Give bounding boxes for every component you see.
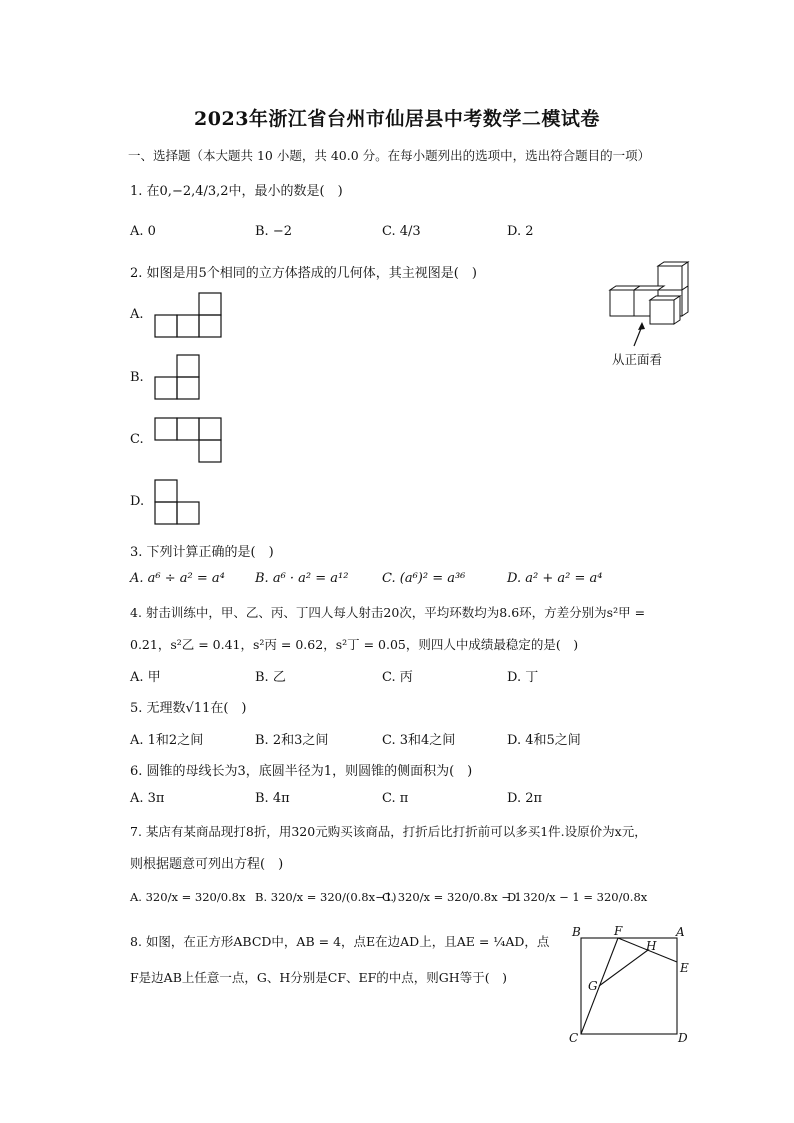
q3-option-b: B. a⁶ · a² = a¹²	[255, 571, 349, 586]
q2-option-d: D.	[130, 494, 145, 509]
q6-option-c: C. π	[382, 791, 409, 806]
q6-option-b: B. 4π	[255, 791, 290, 806]
arrow-head-icon	[638, 322, 645, 330]
q2-option-c: C.	[130, 432, 144, 447]
q5-option-a: A. 1和2之间	[130, 733, 204, 748]
label-d: D	[678, 1031, 688, 1045]
q3-option-c: C. (a⁶)² = a³⁶	[382, 571, 466, 586]
question-7-stem-line2: 则根据题意可列出方程( )	[130, 857, 284, 872]
label-b: B	[572, 925, 581, 939]
q4-option-a: A. 甲	[130, 670, 161, 685]
q3-option-d: D. a² + a² = a⁴	[507, 571, 603, 586]
label-h: H	[646, 939, 657, 953]
q4-option-b: B. 乙	[255, 670, 286, 685]
q1-option-b: B. −2	[255, 224, 292, 239]
label-c: C	[569, 1031, 579, 1045]
q1-option-d: D. 2	[507, 224, 534, 239]
q5-option-d: D. 4和5之间	[507, 733, 581, 748]
q2-option-c-figure	[153, 416, 225, 464]
figure-caption: 从正面看	[612, 352, 663, 367]
question-1-stem: 1. 在0,−2,4/3,2中，最小的数是( )	[130, 184, 343, 199]
question-4-stem-line2: 0.21，s²乙 = 0.41，s²丙 = 0.62，s²丁 = 0.05，则四人中成绩最稳定的是( )	[130, 637, 579, 652]
q5-option-c: C. 3和4之间	[382, 733, 456, 748]
label-f: F	[614, 924, 623, 938]
question-8-stem-line1: 8. 如图，在正方形ABCD中，AB = 4，点E在边AD上，且AE = ¼AD，点	[130, 934, 550, 949]
q7-option-b: B. 320/x = 320/(0.8x−1)	[255, 890, 397, 904]
question-2-stem: 2. 如图是用5个相同的立方体搭成的几何体，其主视图是( )	[130, 266, 477, 281]
question-4-stem-line1: 4. 射击训练中，甲、乙、丙、丁四人每人射击20次，平均环数均为8.6环，方差分别为s²甲 =	[130, 605, 646, 620]
q5-option-b: B. 2和3之间	[255, 733, 329, 748]
question-7-stem-line1: 7. 某店有某商品现打8折，用320元购买该商品，打折后比打折前可以多买1件.设原价为x元，	[130, 824, 647, 839]
q2-option-a: A.	[130, 307, 144, 322]
page-title: 2023年浙江省台州市仙居县中考数学二模试卷	[194, 108, 600, 130]
q2-option-b-figure	[153, 353, 203, 401]
q6-option-d: D. 2π	[507, 791, 543, 806]
q3-option-a: A. a⁶ ÷ a² = a⁴	[130, 571, 225, 586]
question-8-stem-line2: F是边AB上任意一点，G、H分别是CF、EF的中点，则GH等于( )	[130, 970, 507, 985]
square-figure	[566, 922, 696, 1048]
label-e: E	[680, 961, 689, 975]
q2-option-d-figure	[153, 478, 203, 526]
q1-option-a: A. 0	[130, 224, 156, 239]
q2-option-a-figure	[153, 291, 225, 339]
question-6-stem: 6. 圆锥的母线长为3，底圆半径为1，则圆锥的侧面积为( )	[130, 764, 473, 779]
q4-option-d: D. 丁	[507, 670, 539, 685]
label-a: A	[676, 925, 685, 939]
q2-option-b: B.	[130, 370, 144, 385]
q1-option-c: C. 4/3	[382, 224, 421, 239]
question-3-stem: 3. 下列计算正确的是( )	[130, 545, 274, 560]
label-g: G	[588, 979, 598, 993]
section-header: 一、选择题（本大题共 10 小题，共 40.0 分。在每小题列出的选项中，选出符合题目的一项）	[128, 148, 651, 163]
q7-option-a: A. 320/x = 320/0.8x	[130, 890, 246, 904]
q7-option-c: C. 320/x = 320/0.8x − 1	[382, 890, 522, 904]
question-5-stem: 5. 无理数√11在( )	[130, 701, 247, 716]
q6-option-a: A. 3π	[130, 791, 165, 806]
q4-option-c: C. 丙	[382, 670, 413, 685]
q7-option-d: D. 320/x − 1 = 320/0.8x	[507, 890, 648, 904]
